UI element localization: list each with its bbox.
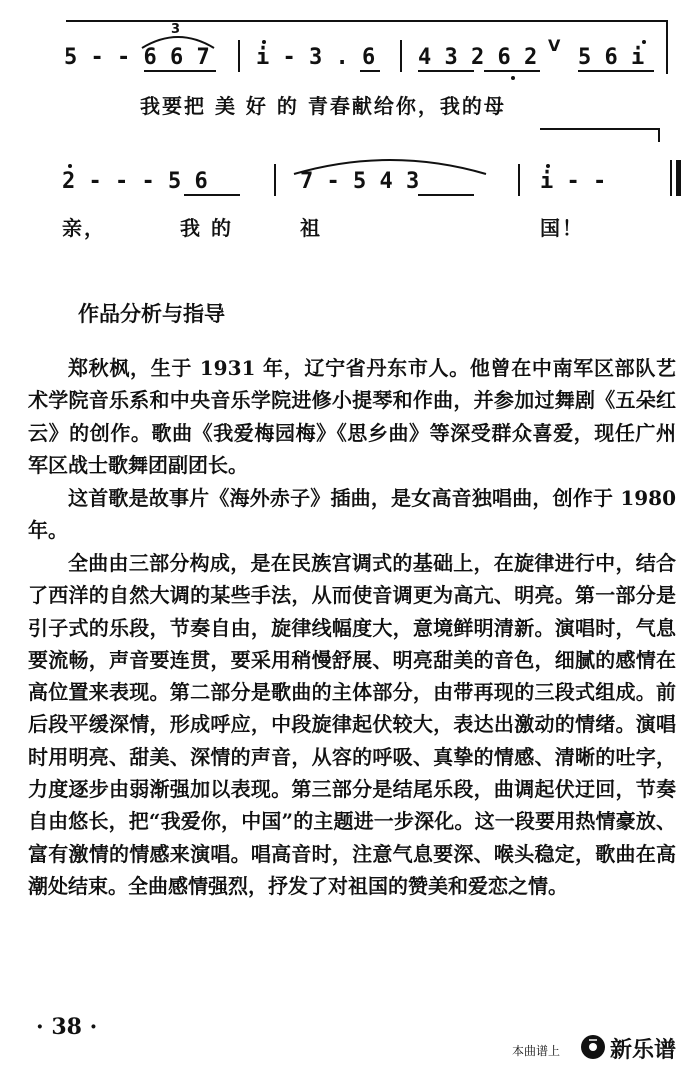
beam-m3a (418, 70, 474, 72)
beam-m2 (360, 70, 380, 72)
beam-m3b (484, 70, 540, 72)
high-dot-i2 (642, 40, 646, 44)
score-system-1 (0, 0, 700, 130)
music-disc-icon (580, 1034, 606, 1060)
measure-5-notes: 7 - 5 4 3 (300, 169, 420, 194)
page-number: · 38 · (36, 1014, 98, 1040)
lyric-zu: 祖 (300, 216, 322, 240)
slur-line-2-end (658, 128, 660, 142)
barline-2 (400, 40, 402, 72)
measure-4-notes: 2 - - - 5 6 (62, 169, 208, 194)
low-dot-6 (511, 76, 515, 80)
beam-m4 (184, 194, 240, 196)
triplet-mark: 3 (171, 22, 181, 37)
barline-1 (238, 40, 240, 72)
measure-3b-notes: 5 6 i (578, 45, 645, 70)
beam-m3c (578, 70, 654, 72)
slur-line-2 (540, 128, 660, 130)
lyric-qin: 亲， (62, 216, 106, 240)
site-logo-text: 新乐谱 (610, 1038, 677, 1063)
paragraph-3: 全曲由三部分构成，是在民族宫调式的基础上，在旋律进行中，结合了西洋的自然大调的某些手法，从而使音调更为高亢、明亮。第一部分是引子式的乐段，节奏自由，旋律线幅度大，意境鲜明清新。演唱时，气息要流畅，声音要连贯，要采用稍慢舒展、明亮甜美的音色，细腻的感情在高位置来表现。第二部分是歌曲的主体部分，由带再现的三段式组成。前后段平缓深情，形成呼应，中段旋律起伏较大，表达出激动的情绪。演唱时用明亮、甜美、深情的声音，从容的呼吸、真挚的情感、清晰的吐字，力度逐步由弱渐强加以表现。第三部分是结尾乐段，曲调起伏迂回，节奏自由悠长，把“我爱你，中国”的主题进一步深化。这一段要用热情豪放、富有激情的情感来演唱。唱高音时，注意气息要深、喉头稳定，歌曲在高潮处结束。全曲感情强烈，抒发了对祖国的赞美和爱恋之情。 (28, 551, 676, 898)
high-dot-2 (68, 164, 72, 168)
final-barline-thin (670, 160, 672, 196)
section-heading: 作品分析与指导 (78, 301, 225, 326)
measure-1-notes: 5 - - 6 6 7 (64, 45, 210, 70)
beam-m5 (418, 194, 474, 196)
measure-6-notes: i - - (540, 169, 607, 194)
high-dot-i3 (546, 164, 550, 168)
lyric-wode: 我 的 (180, 216, 233, 240)
barline-4 (518, 164, 520, 196)
measure-2-notes: i - 3 . 6 (256, 45, 376, 70)
high-dot-i (262, 40, 266, 44)
slur-top-line (66, 20, 668, 22)
breath-mark: V (548, 36, 561, 55)
paragraph-1: 郑秋枫，生于 1931 年，辽宁省丹东市人。他曾在中南军区部队艺术学院音乐系和中央音乐学院进修小提琴和作曲，并参加过舞剧《五朵红云》的创作。歌曲《我爱梅园梅》《思乡曲》等深受群众喜爱，现任广州军区战士歌舞团副团长。 (28, 356, 676, 477)
lyrics-line-1: 我要把 美 好 的 青春献给你，我的母 (140, 94, 506, 118)
barline-3 (274, 164, 276, 196)
beam-m1 (144, 70, 216, 72)
lyric-guo: 国！ (540, 216, 584, 240)
score-system-2 (0, 120, 700, 250)
measure-3-notes: 4 3 2 6 2 (418, 45, 538, 70)
source-label: 本曲谱上 (512, 1044, 561, 1058)
final-barline-thick (676, 160, 681, 196)
barline-right (666, 20, 668, 74)
paragraph-2: 这首歌是故事片《海外赤子》插曲，是女高音独唱曲，创作于 1980 年。 (28, 486, 676, 543)
